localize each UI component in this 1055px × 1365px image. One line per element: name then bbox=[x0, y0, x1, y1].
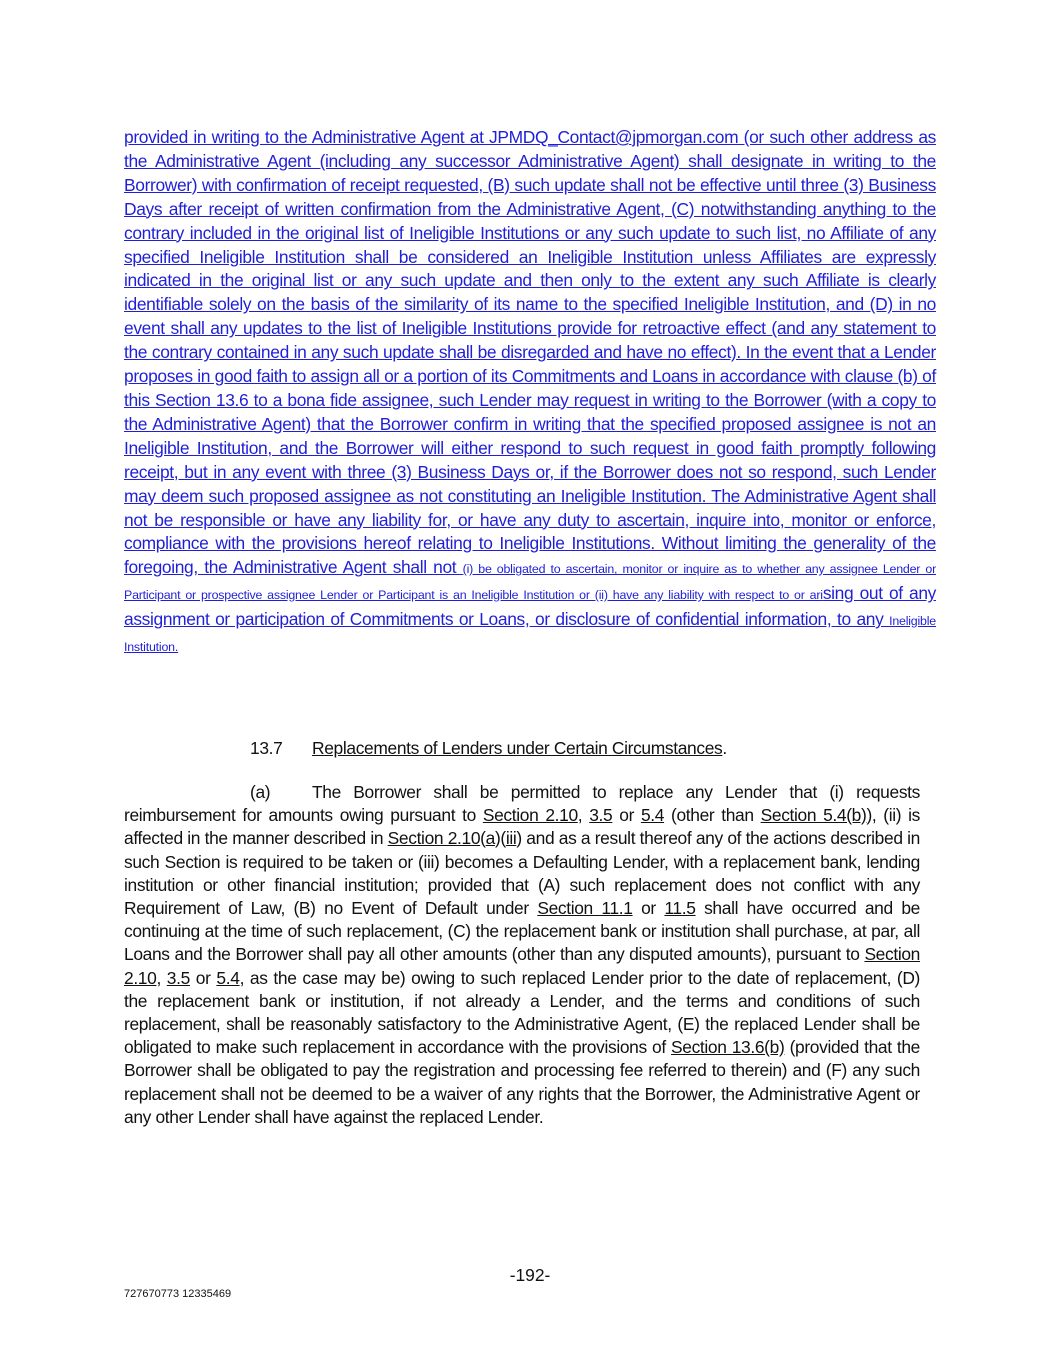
paragraph-a-text bbox=[124, 782, 920, 1127]
paragraph-a-segment: ) and as a result thereof any of the actions described in such Section is required to be taken or (iii) becomes a Defaulting Lender, with a replacement bank, lending institution or other financial institution; provided that (A) such replacement does not conflict with any Requirement of Law, (B) no Event of Default under bbox=[124, 828, 920, 919]
inserted-amendment-text bbox=[124, 126, 936, 660]
section-reference: 5.4 bbox=[216, 967, 240, 988]
section-reference: a bbox=[485, 828, 495, 849]
section-number: 13.7 bbox=[250, 738, 283, 758]
section-reference: Section 13.6(b) bbox=[671, 1037, 785, 1058]
paragraph-a bbox=[124, 781, 920, 1129]
section-reference: iii bbox=[505, 828, 517, 849]
paragraph-a-segment: , bbox=[577, 805, 590, 826]
section-reference: Section 2.10 bbox=[124, 944, 920, 988]
paragraph-a-segment: or bbox=[189, 967, 217, 988]
paragraph-a-segment: shall have occurred and be continuing at the time of such replacement, (C) the replacement bank or institution shall purchase, at par, all Loans and the Borrower shall pay all other amounts (other than any disputed amounts), pursuant to bbox=[124, 898, 920, 965]
section-heading bbox=[250, 738, 890, 759]
section-reference: 5.4 bbox=[640, 805, 665, 826]
paragraph-a-segment: or bbox=[612, 805, 641, 826]
section-reference: Section 2.10 bbox=[482, 805, 578, 826]
paragraph-a-segment: ( bbox=[480, 828, 486, 849]
inserted-text-part-4: Ineligible Institution. bbox=[124, 614, 936, 655]
paragraph-a-segment: )( bbox=[494, 828, 506, 849]
paragraph-a-segment: or bbox=[632, 898, 665, 919]
section-reference: Section 11.1 bbox=[537, 898, 633, 919]
paragraph-a-segment: (other than bbox=[664, 805, 761, 826]
paragraph-a-label: (a) bbox=[250, 782, 271, 802]
section-reference: 3.5 bbox=[166, 967, 190, 988]
inserted-text-part-3: sing out of any assignment or participation of Commitments or Loans, or disclosure of confidential information, to any bbox=[124, 583, 936, 630]
section-title: Replacements of Lenders under Certain Circumstances bbox=[312, 738, 723, 758]
section-reference: 11.5 bbox=[664, 898, 696, 919]
paragraph-a-segment: , bbox=[156, 967, 167, 988]
page-number: -192- bbox=[509, 1265, 551, 1285]
section-reference: Section 5.4(b) bbox=[760, 805, 867, 826]
paragraph-a-segment: , as the case may be) owing to such replaced Lender prior to the date of replacement, (D) the replacement bank or institution, if not already a Lender, and the terms and conditions of such replacement, shall be reasonably satisfactory to the Administrative Agent, (E) the replaced Lender shall be obligated to make such replacement in accordance with the provisions of bbox=[124, 967, 920, 1058]
paragraph-a-segment: (provided that the Borrower shall be obligated to pay the registration and processing fee referred to therein) and (F) any such replacement shall not be deemed to be a waiver of any rights that the Borrower, the Administrative Agent or any other Lender shall have against the replaced Lender. bbox=[124, 1037, 921, 1127]
section-reference: Section 2.10 bbox=[387, 828, 481, 849]
document-id: 727670773 12335469 bbox=[124, 1288, 232, 1300]
paragraph-a-segment: The Borrower shall be permitted to replace any Lender that (i) requests reimbursement for amounts owing pursuant to bbox=[124, 782, 920, 826]
inserted-text-part-2: (i) be obligated to ascertain, monitor or inquire as to whether any assignee Lender or Participant or prospective assignee Lender or Participant is an Ineligible Institution or (ii) have any liability with respect to or ari bbox=[124, 562, 937, 603]
section-reference: 3.5 bbox=[589, 805, 613, 826]
inserted-text-part-1: provided in writing to the Administrative Agent at JPMDQ_Contact@jpmorgan.com (or such other address as the Administrative Agent (including any successor Administrative Agent) shall designate in writing to the Borrower) with confirmation of receipt requested, (B) such update shall not be effective until three (3) Business Days after receipt of written confirmation from the Administrative Agent, (C) notwithstanding anything to the contrary included in the original list of Ineligible Institutions or any such update to such list, no Affiliate of any specified Ineligible Institution shall be considered an Ineligible Institution unless Affiliates are expressly indicated in the original list or any such update and then only to the extent any such Affiliate is clearly identifiable solely on the basis of the similarity of its name to the specified Ineligible Institution, and (D) in no event shall any updates to the list of Ineligible Institutions provide for retroactive effect (and any statement to the contrary contained in any such update shall be disregarded and have no effect). In the event that a Lender proposes in good faith to assign all or a portion of its Commitments and Loans in accordance with clause (b) of this Section 13.6 to a bona fide assignee, such Lender may request in writing to the Borrower (with a copy to the Administrative Agent) that the Borrower confirm in writing that the specified proposed assignee is not an Ineligible Institution, and the Borrower will either respond to such request in good faith promptly following receipt, but in any event with three (3) Business Days or, if the Borrower does not so respond, such Lender may deem such proposed assignee as not constituting an Ineligible Institution. The Administrative Agent shall not be responsible or have any liability for, or have any duty to ascertain, inquire into, monitor or enforce, compliance with the provisions hereof relating to Ineligible Institutions. Without limiting the generality of the foregoing, the Administrative Agent shall not bbox=[124, 127, 936, 578]
paragraph-a-segment: ), (ii) is affected in the manner described in bbox=[124, 805, 920, 849]
section-title-period: . bbox=[722, 738, 727, 758]
